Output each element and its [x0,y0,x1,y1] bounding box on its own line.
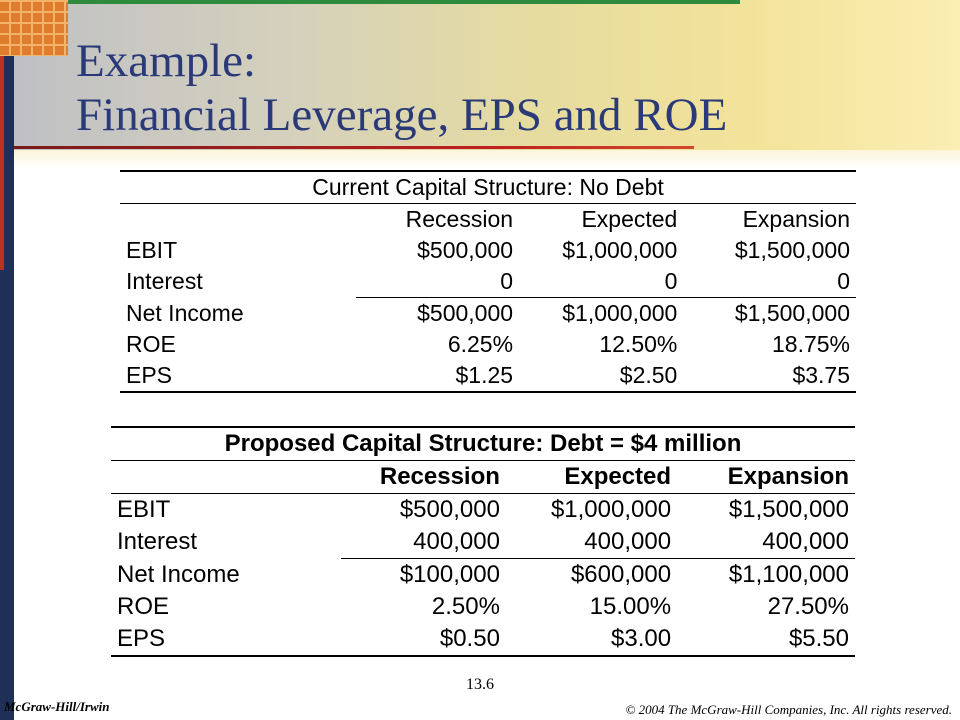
cell-value: 2.50% [431,593,500,620]
current-structure-table [120,170,856,393]
column-header-expected: Expected [506,461,677,494]
table-row [120,266,856,298]
cell-value: $1,000,000 [562,300,678,326]
row-label: EPS [120,360,356,392]
cell-value: 400,000 [677,526,855,559]
column-header-expected: Expected [581,206,678,232]
cell-value: 27.50% [767,593,849,620]
cell-value: 400,000 [506,526,677,559]
cell-value: $500,000 [399,496,500,523]
cell-value: $500,000 [417,237,514,263]
table-caption: Current Capital Structure: No Debt [120,171,856,204]
cell-value: $3.75 [683,360,856,392]
column-header-expansion: Expansion [677,461,855,494]
row-label: Interest [126,268,203,295]
title-underline [14,146,694,149]
cell-value: 12.50% [599,331,678,357]
cell-value: $100,000 [399,561,500,588]
row-label: EPS [111,623,341,656]
cell-value: $5.50 [677,623,855,656]
row-label: Interest [117,528,198,556]
column-header-recession: Recession [405,206,514,232]
row-label: EBIT [117,496,171,523]
table-row [120,298,856,330]
header-blank [111,461,341,494]
table-row [111,559,855,592]
cell-value: $500,000 [417,300,514,326]
slide-number: 13.6 [466,676,494,693]
cell-value: $1,500,000 [734,300,850,326]
cell-value: $0.50 [341,623,506,656]
column-header-recession: Recession [341,461,506,494]
banner-accent-line [65,0,740,4]
table-row [111,494,855,527]
banner-fade [14,150,960,168]
row-label: Net Income [126,299,244,326]
row-label: EBIT [126,237,178,263]
cell-value: $600,000 [570,561,672,588]
cell-value: $1,500,000 [728,496,849,523]
cell-value: $1,100,000 [728,561,849,588]
header-blank [120,204,356,236]
cell-value: $3.00 [506,623,677,656]
cell-value: 0 [356,266,519,298]
table-row [120,235,856,266]
slide-title-line-1: Example: [76,35,257,87]
slide-title [76,34,727,142]
cell-value: $1,500,000 [734,237,850,263]
table-row [111,526,855,559]
table-row [111,591,855,623]
cell-value: 15.00% [589,593,672,620]
cell-value: 18.75% [771,331,850,357]
slide-title-line-2: Financial Leverage, EPS and ROE [76,89,728,141]
cell-value: 0 [519,266,683,298]
table-row [120,360,856,392]
cell-value: $1.25 [356,360,519,392]
cell-value: $1,000,000 [562,237,678,263]
row-label: ROE [117,593,170,620]
cell-value: $1,000,000 [550,496,672,523]
publisher-label: McGraw-Hill/Irwin [4,699,110,714]
column-header-expansion: Expansion [742,206,850,232]
cell-value: $2.50 [519,360,683,392]
table-caption: Proposed Capital Structure: Debt = $4 million [111,427,855,461]
copyright-notice: © 2004 The McGraw-Hill Companies, Inc. All rights reserved. [625,702,952,717]
table-row [120,329,856,360]
cell-value: 400,000 [341,526,506,559]
cell-value: 0 [683,266,856,298]
table-row [111,623,855,656]
row-label: Net Income [117,560,240,588]
cell-value: 6.25% [447,331,514,357]
row-label: ROE [126,331,176,357]
proposed-structure-table [111,426,855,657]
checker-logo-icon [0,0,68,56]
